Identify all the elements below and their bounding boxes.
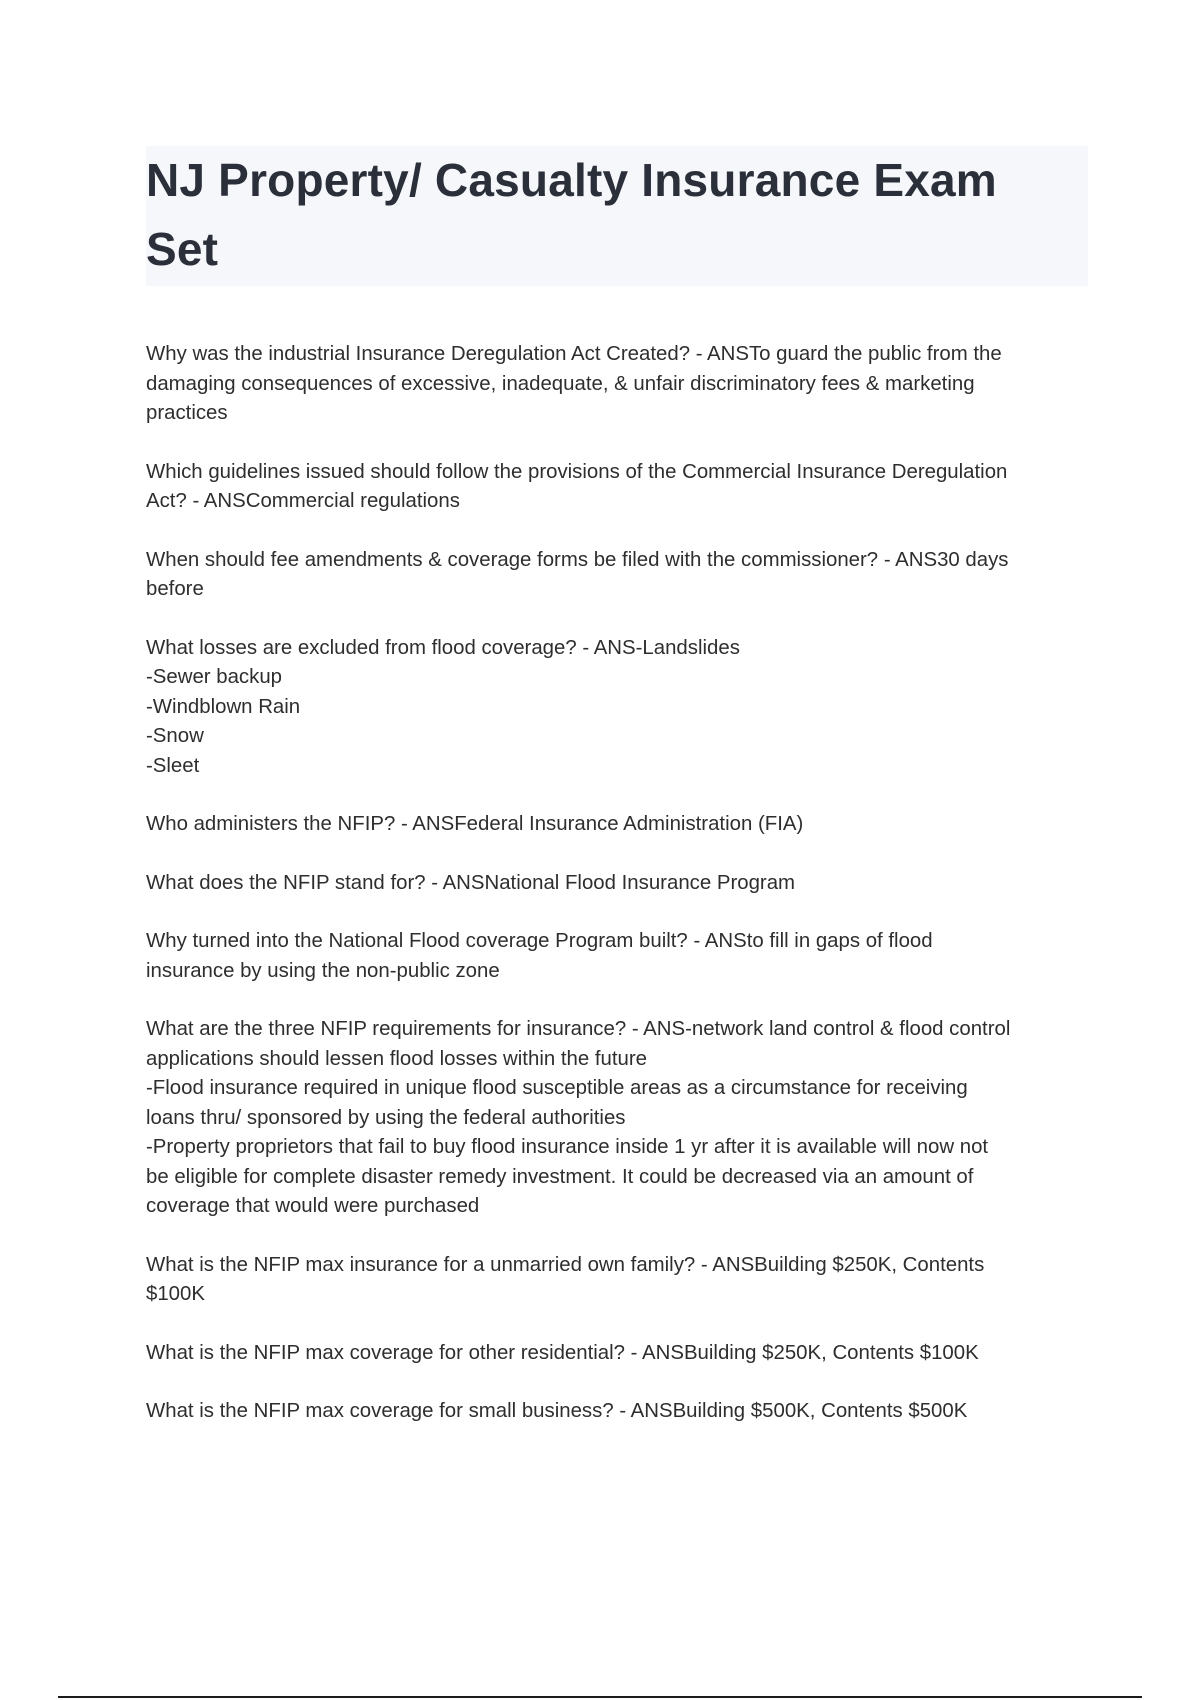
qa-line: Why turned into the National Flood coverage Program built? - ANSto fill in gaps of flood xyxy=(146,930,933,952)
qa-line: What losses are excluded from flood coverage? - ANS-Landslides xyxy=(146,636,740,659)
footer-divider xyxy=(58,1696,1142,1698)
page-title xyxy=(146,146,1088,284)
qa-line: -Sleet xyxy=(146,754,200,777)
qa-item xyxy=(146,1251,1096,1310)
qa-line: -Windblown Rain xyxy=(146,695,301,718)
qa-item xyxy=(146,546,1096,605)
qa-line: Who administers the NFIP? - ANSFederal Insurance Administration (FIA) xyxy=(146,813,804,835)
qa-item xyxy=(146,1015,1096,1222)
qa-item xyxy=(146,340,1096,429)
qa-line: Act? - ANSCommercial regulations xyxy=(146,490,460,512)
qa-line: insurance by using the non-public zone xyxy=(146,959,500,982)
qa-item xyxy=(146,869,1096,899)
qa-item xyxy=(146,810,1096,840)
title-block xyxy=(146,146,1088,286)
qa-line: -Flood insurance required in unique flood susceptible areas as a circumstance for receiving xyxy=(146,1077,968,1099)
qa-line: Why was the industrial Insurance Deregulation Act Created? - ANSTo guard the public from the xyxy=(146,343,1002,365)
qa-line: loans thru/ sponsored by using the federal authorities xyxy=(146,1106,626,1129)
qa-line: What does the NFIP stand for? - ANSNational Flood Insurance Program xyxy=(146,871,796,894)
qa-line: -Property proprietors that fail to buy flood insurance inside 1 yr after it is available will now not xyxy=(146,1136,989,1158)
qa-line: applications should lessen flood losses within the future xyxy=(146,1047,648,1070)
qa-line: practices xyxy=(146,402,228,424)
qa-line: $100K xyxy=(146,1283,205,1305)
qa-line: What is the NFIP max insurance for a unmarried own family? - ANSBuilding $250K, Contents xyxy=(146,1253,985,1276)
qa-line: -Snow xyxy=(146,725,204,747)
qa-item xyxy=(146,634,1096,782)
qa-line: What is the NFIP max coverage for other residential? - ANSBuilding $250K, Contents $100K xyxy=(146,1341,979,1364)
qa-line: When should fee amendments & coverage forms be filed with the commissioner? - ANS30 days xyxy=(146,548,1009,571)
qa-list xyxy=(146,340,1096,1456)
qa-line: be eligible for complete disaster remedy investment. It could be decreased via an amount of xyxy=(146,1165,974,1188)
qa-line: damaging consequences of excessive, inadequate, & unfair discriminatory fees & marketing xyxy=(146,372,975,395)
qa-item xyxy=(146,1397,1096,1427)
qa-line: What is the NFIP max coverage for small business? - ANSBuilding $500K, Contents $500K xyxy=(146,1400,968,1422)
title-line: NJ Property/ Casualty Insurance Exam xyxy=(146,154,997,206)
qa-line: What are the three NFIP requirements for insurance? - ANS-network land control & flood control xyxy=(146,1018,1011,1040)
qa-item xyxy=(146,927,1096,986)
qa-line: before xyxy=(146,578,204,600)
qa-line: Which guidelines issued should follow the provisions of the Commercial Insurance Deregulation xyxy=(146,460,1008,483)
qa-line: -Sewer backup xyxy=(146,666,283,688)
qa-item xyxy=(146,458,1096,517)
qa-item xyxy=(146,1339,1096,1369)
title-line: Set xyxy=(146,223,219,275)
qa-line: coverage that would were purchased xyxy=(146,1195,480,1217)
